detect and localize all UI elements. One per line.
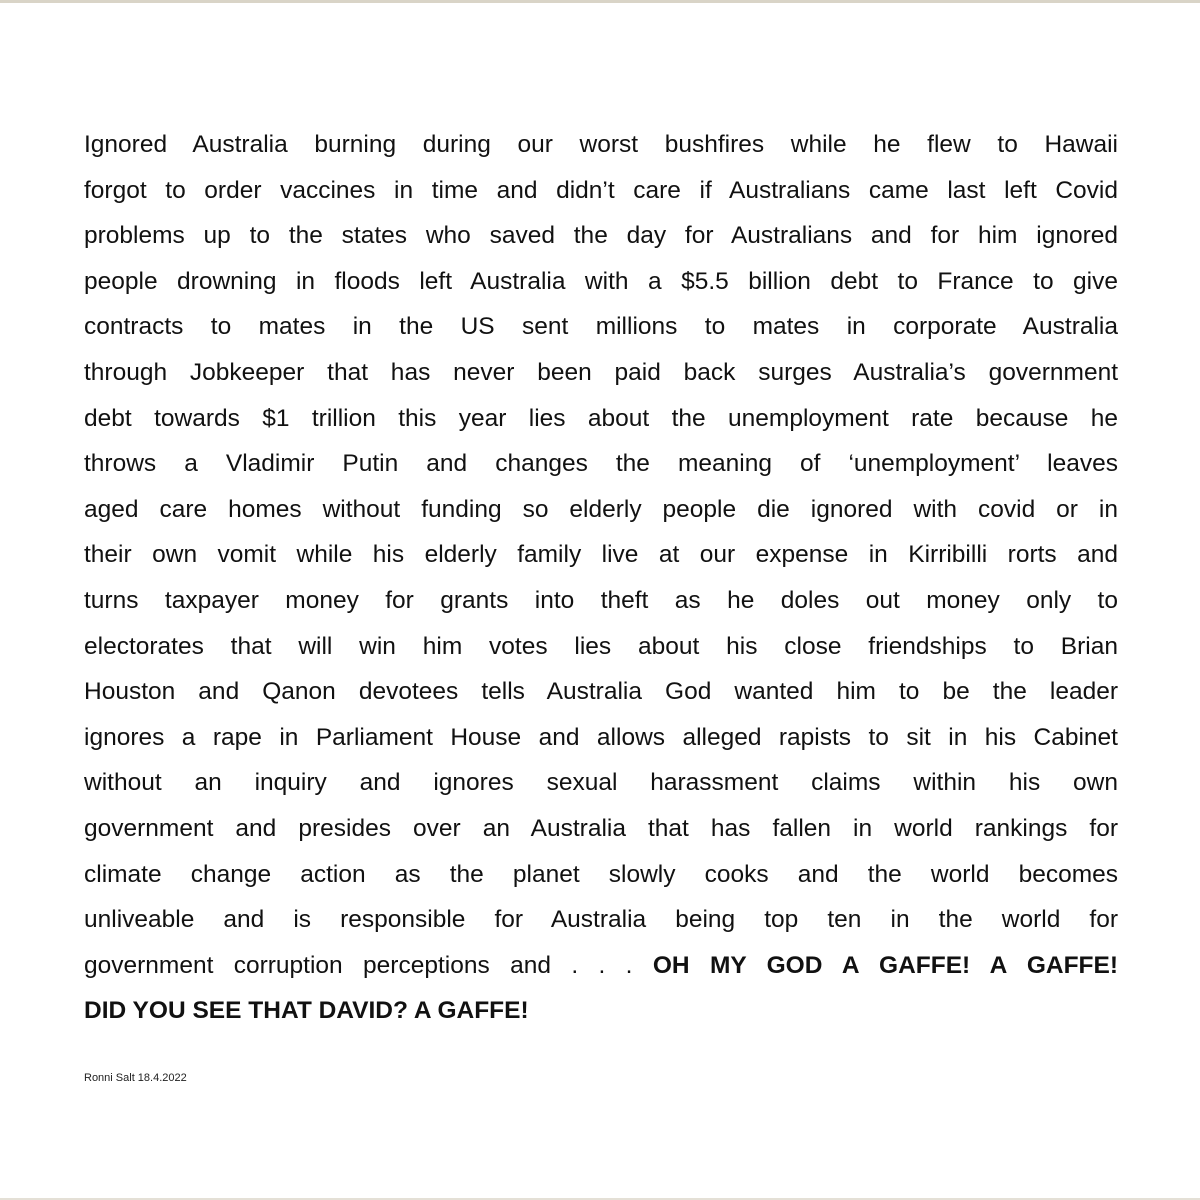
- text-line: throws a Vladimir Putin and changes the meaning of ‘unemployment’ leaves: [84, 450, 1118, 478]
- author-signature: Ronni Salt 18.4.2022: [84, 1072, 187, 1084]
- text-line: government and presides over an Australia that has fallen in world rankings for: [84, 814, 1118, 842]
- text-line: ignores a rape in Parliament House and allows alleged rapists to sit in his Cabinet: [84, 723, 1118, 751]
- article-body: [84, 122, 1118, 1034]
- gaffe-exclamation: OH MY GOD A GAFFE! A GAFFE!: [652, 951, 1119, 979]
- text-line: Houston and Qanon devotees tells Australia God wanted him to be the leader: [84, 678, 1118, 706]
- text-line: problems up to the states who saved the day for Australians and for him ignored: [84, 222, 1118, 250]
- text-line: Ignored Australia burning during our worst bushfires while he flew to Hawaii: [84, 131, 1118, 158]
- text-line: without an inquiry and ignores sexual harassment claims within his own: [84, 769, 1118, 797]
- text-line: turns taxpayer money for grants into theft as he doles out money only to: [84, 586, 1118, 614]
- text-line: their own vomit while his elderly family live at our expense in Kirribilli rorts and: [84, 541, 1118, 569]
- text-line: unliveable and is responsible for Australia being top ten in the world for: [84, 906, 1118, 934]
- text-line: aged care homes without funding so elderly people die ignored with covid or in: [84, 495, 1118, 523]
- text-line: forgot to order vaccines in time and didn’t care if Australians came last left Covid: [84, 176, 1118, 204]
- text-line: contracts to mates in the US sent millions to mates in corporate Australia: [84, 313, 1118, 341]
- text-line: climate change action as the planet slowly cooks and the world becomes: [84, 860, 1118, 888]
- top-border: [0, 0, 1200, 3]
- text-line-with-exclamation: [84, 943, 1118, 989]
- text-line: debt towards $1 trillion this year lies about the unemployment rate because he: [84, 404, 1118, 432]
- final-line: [84, 988, 1118, 1034]
- text-line: electorates that will win him votes lies about his close friendships to Brian: [84, 632, 1118, 660]
- text-line: people drowning in floods left Australia with a $5.5 billion debt to France to give: [84, 267, 1118, 295]
- closing-regular-text: government corruption perceptions and . . .: [84, 951, 653, 979]
- text-line: through Jobkeeper that has never been paid back surges Australia’s government: [84, 358, 1118, 386]
- gaffe-punchline: DID YOU SEE THAT DAVID? A GAFFE!: [84, 997, 529, 1025]
